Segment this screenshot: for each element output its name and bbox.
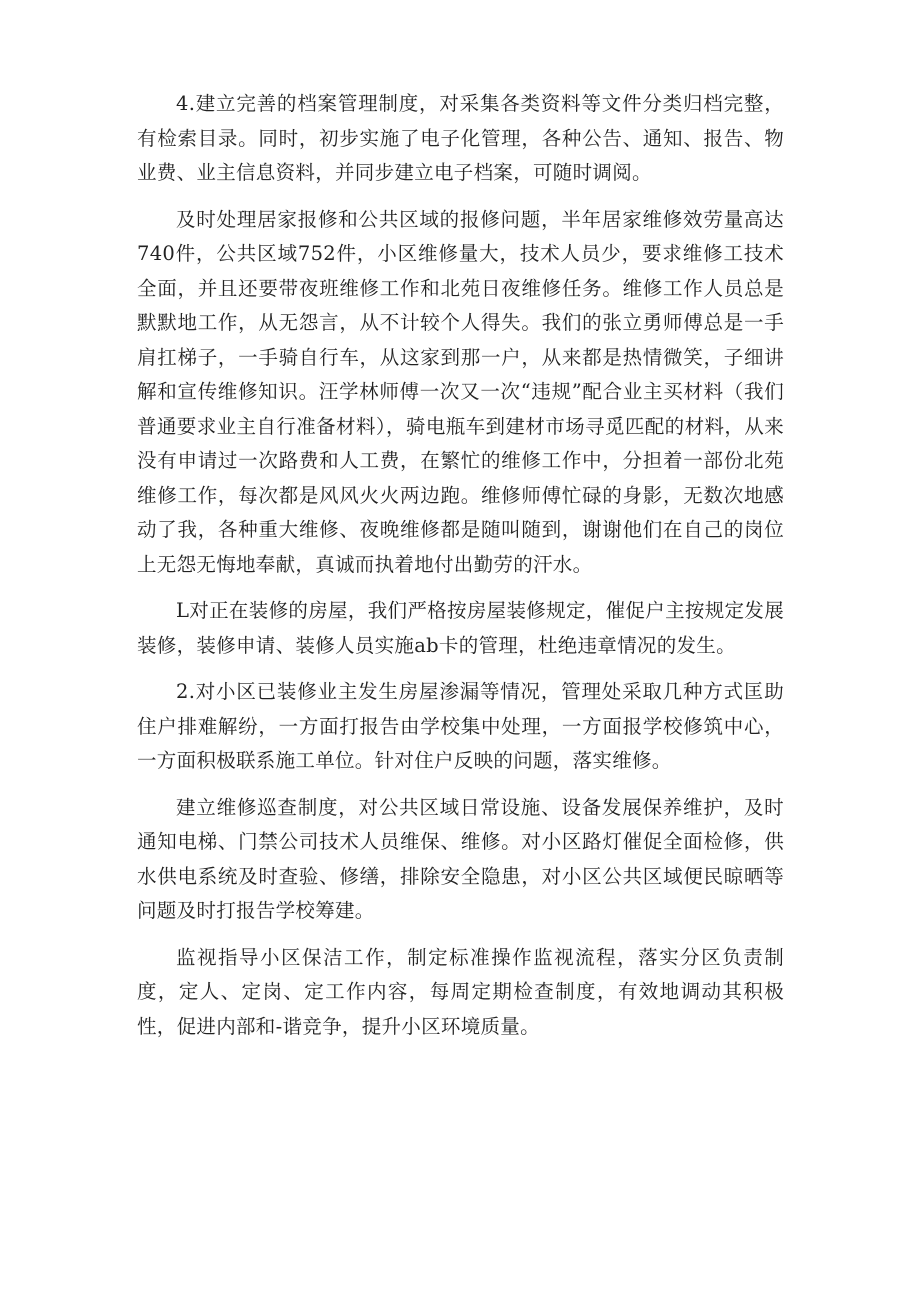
paragraph-archive-management: 4.建立完善的档案管理制度，对采集各类资料等文件分类归档完整，有检索目录。同时，初步实施了电子化管理，各种公告、通知、报告、物业费、业主信息资料，并同步建立电子档案，可随时调阅。: [137, 92, 784, 184]
paragraph-repair-service: 及时处理居家报修和公共区域的报修问题，半年居家维修效劳量高达740件，公共区域752件，小区维修量大，技术人员少，要求维修工技术全面，并且还要带夜班维修工作和北苑日夜维修任务。维修工作人员总是默默地工作，从无怨言，从不计较个人得失。我们的张立勇师傅总是一手肩扛梯子，一手骑自行车，从这家到那一户，从来都是热情微笑，子细讲解和宣传维修知识。汪学林师傅一次又一次“违规”配合业主买材料（我们普通要求业主自行准备材料），骑电瓶车到建材市场寻觅匹配的材料，从来没有申请过一次路费和人工费，在繁忙的维修工作中，分担着一部份北苑维修工作，每次都是风风火火两边跑。维修师傅忙碌的身影，无数次地感动了我，各种重大维修、夜晚维修都是随叫随到，谢谢他们在自己的岗位上无怨无悔地奉献，真诚而执着地付出勤劳的汗水。: [137, 207, 784, 576]
paragraph-cleaning-supervision: 监视指导小区保洁工作，制定标准操作监视流程，落实分区负责制度，定人、定岗、定工作内容，每周定期检查制度，有效地调动其积极性，促进内部和-谐竞争，提升小区环境质量。: [137, 945, 784, 1038]
paragraph-leakage-handling: 2.对小区已装修业主发生房屋渗漏等情况，管理处采取几种方式匡助住户排难解纷，一方面打报告由学校集中处理，一方面报学校修筑中心，一方面积极联系施工单位。针对住户反映的问题，落实维修。: [137, 680, 784, 772]
paragraph-maintenance-inspection: 建立维修巡查制度，对公共区域日常设施、设备发展保养维护，及时通知电梯、门禁公司技术人员维保、维修。对小区路灯催促全面检修，供水供电系统及时查验、修缮，排除安全隐患，对小区公共区域便民晾晒等问题及时打报告学校筹建。: [137, 795, 784, 922]
document-body: [137, 87, 784, 1056]
paragraph-renovation-management: L对正在装修的房屋，我们严格按房屋装修规定，催促户主按规定发展装修，装修申请、装修人员实施ab卡的管理，杜绝违章情况的发生。: [137, 599, 784, 657]
